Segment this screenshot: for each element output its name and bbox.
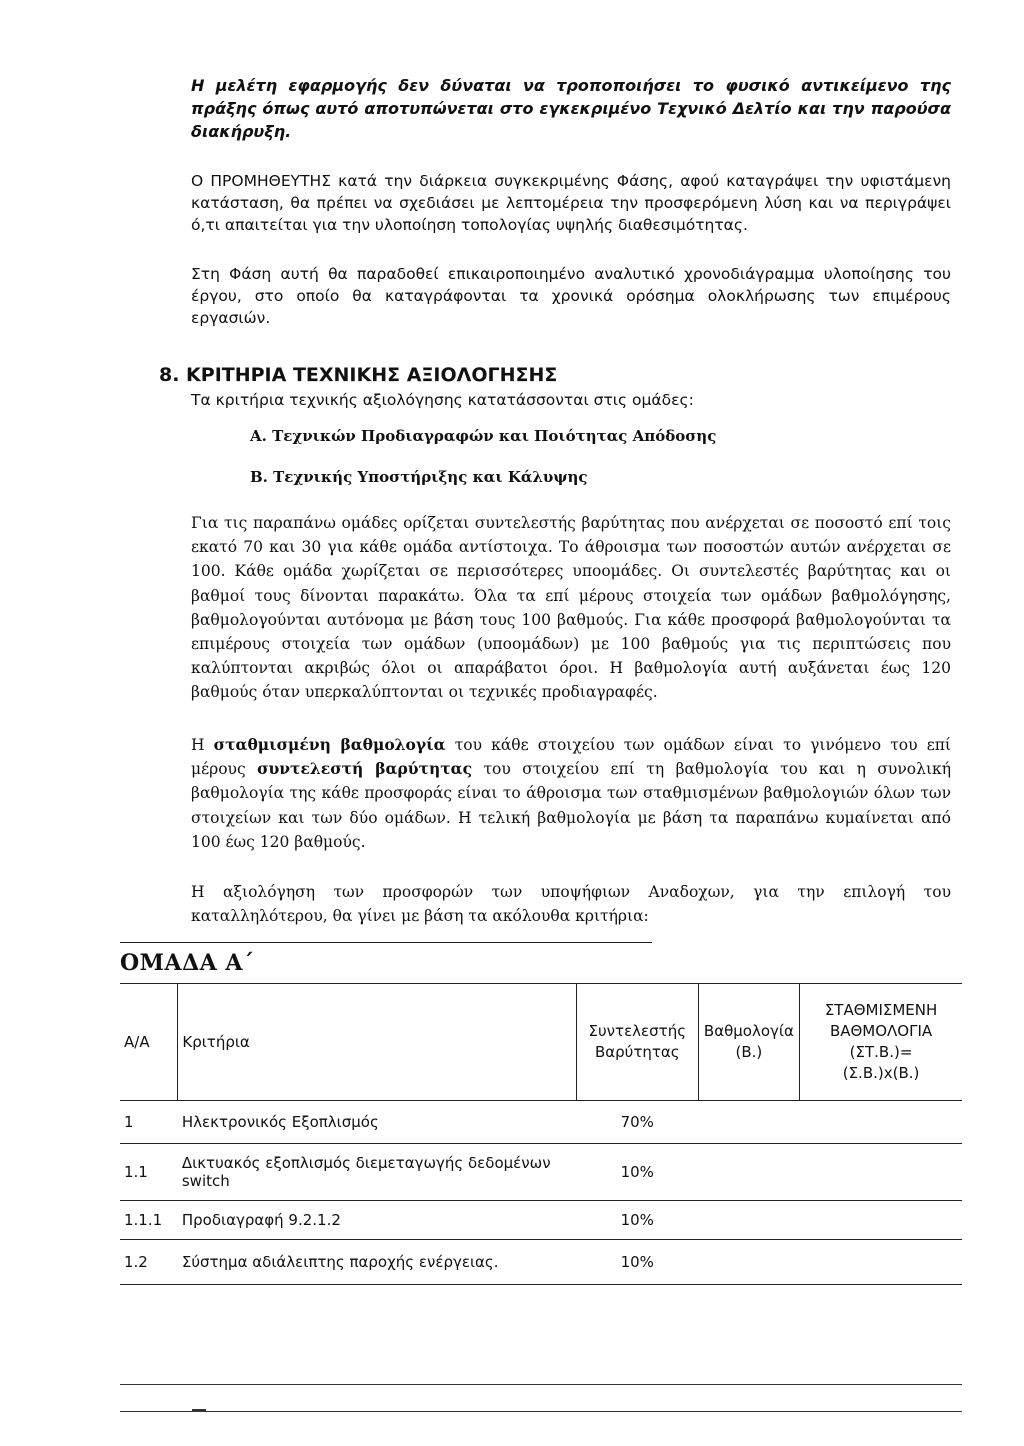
row-score bbox=[698, 1201, 799, 1240]
row-criterion: Ηλεκτρονικός Εξοπλισμός bbox=[178, 1101, 576, 1144]
p4-bold-weight-factor: συντελεστή βαρύτητας bbox=[257, 759, 473, 779]
row-ab: 1.2 bbox=[120, 1240, 178, 1285]
header-ab: Α/Α bbox=[120, 984, 178, 1101]
row-weighted bbox=[800, 1240, 962, 1285]
header-weighted-line2: ΒΑΘΜΟΛΟΓΙΑ bbox=[829, 1022, 933, 1040]
header-weighted-line1: ΣΤΑΘΜΙΣΜΕΝΗ bbox=[824, 1001, 938, 1019]
header-weight-line1: Συντελεστής bbox=[588, 1022, 687, 1040]
table-top-rule bbox=[120, 942, 652, 943]
table-row bbox=[120, 1240, 962, 1285]
header-weighted-line4: (Σ.Β.)x(Β.) bbox=[842, 1064, 920, 1082]
paragraph-evaluation: Η αξιολόγηση των προσφορών των υποψήφιων Αναδοχων, για την επιλογή του καταλληλότερου, θα γίνει με βάση τα ακόλουθα κριτήρια: bbox=[191, 883, 951, 926]
group-a-label: Α. Τεχνικών Προδιαγραφών και Ποιότητας Απόδοσης bbox=[250, 427, 717, 445]
table-header-row bbox=[120, 984, 962, 1101]
table-row bbox=[120, 1101, 962, 1144]
paragraph-supplier-phase: Ο ΠΡΟΜΗΘΕΥΤΗΣ κατά την διάρκεια συγκεκριμένης Φάσης, αφού καταγράψει την υφιστάμενη κατάσταση, θα πρέπει να σχεδιάσει με λεπτομέρεια την προσφερόμενη λύση και να περιγράψει ό,τι απαιτείται για την υλοποίηση τοπολογίας υψηλής διαθεσιμότητας. bbox=[191, 172, 951, 235]
row-score bbox=[698, 1101, 799, 1144]
row-criterion: Σύστημα αδιάλειπτης παροχής ενέργειας. bbox=[178, 1240, 576, 1285]
header-weight bbox=[576, 984, 698, 1101]
row-score bbox=[698, 1240, 799, 1285]
table-row bbox=[120, 1144, 962, 1201]
paragraph-weighting: Για τις παραπάνω ομάδες ορίζεται συντελεστής βαρύτητας που ανέρχεται σε ποσοστό επί τοις εκατό 70 και 30 για κάθε ομάδα αντίστοιχα. Το άθροισμα των ποσοστών αυτών ανέρχεται σε 100. Κάθε ομάδα χωρίζεται σε περισσότερες υποομάδες. Οι συντελεστές βαρύτητας και οι βαθμοί τους δίνονται παρακάτω. Όλα τα επί μέρους στοιχεία των ομάδων βαθμολόγησης, βαθμολογούνται αυτόνομα με βάση τους 100 βαθμούς. Για κάθε προσφορά βαθμολογούνται τα επιμέρους στοιχεία των ομάδων (υποομάδων) με 100 βαθμούς για τις περιπτώσεις που καλύπτονται ακριβώς όλοι οι απαράβατοι όροι. Η βαθμολογία αυτή αυξάνεται έως 120 βαθμούς όταν υπερκαλύπτονται οι τεχνικές προδιαγραφές. bbox=[191, 514, 951, 702]
row-weighted bbox=[800, 1144, 962, 1201]
row-weight: 10% bbox=[576, 1240, 698, 1285]
header-score-line2: (Β.) bbox=[735, 1043, 763, 1061]
row-ab: 1.1 bbox=[120, 1144, 178, 1201]
row-weight: 10% bbox=[576, 1144, 698, 1201]
header-criterion: Κριτήρια bbox=[178, 984, 576, 1101]
row-weight: 70% bbox=[576, 1101, 698, 1144]
header-score bbox=[698, 984, 799, 1101]
intro-text: Η μελέτη εφαρμογής δεν δύναται να τροποποιήσει το φυσικό αντικείμενο της πράξης όπως αυτό αποτυπώνεται στο εγκεκριμένο Τεχνικό Δελτίο και την παρούσα διακήρυξη. bbox=[191, 76, 951, 141]
p4-part2: του κάθε στοιχείου των ομάδων είναι το γινόμενο του επί μέρους bbox=[191, 736, 951, 779]
group-b-label: Β. Τεχνικής Υποστήριξης και Κάλυψης bbox=[250, 468, 588, 486]
row-ab: 1 bbox=[120, 1101, 178, 1144]
row-weighted bbox=[800, 1201, 962, 1240]
header-weighted-line3: (ΣΤ.Β.)= bbox=[849, 1043, 913, 1061]
p4-part1: Η bbox=[191, 736, 214, 754]
header-weight-line2: Βαρύτητας bbox=[594, 1043, 680, 1061]
row-ab: 1.1.1 bbox=[120, 1201, 178, 1240]
footer-rule bbox=[120, 1411, 962, 1412]
criteria-table bbox=[120, 983, 962, 1285]
header-weighted bbox=[800, 984, 962, 1101]
row-score bbox=[698, 1144, 799, 1201]
section-heading: 8. ΚΡΙΤΗΡΙΑ ΤΕΧΝΙΚΗΣ ΑΞΙΟΛΟΓΗΣΗΣ bbox=[159, 364, 558, 386]
bottom-rule bbox=[120, 1384, 962, 1385]
p4-part3: του στοιχείου επί τη βαθμολογία του και η συνολική βαθμολογία της κάθε προσφοράς είναι το άθροισμα των σταθμισμένων βαθμολογιών όλων των στοιχείων και των δύο ομάδων. Η τελική βαθμολογία με βάση τα παραπάνω κυμαίνεται από 100 έως 120 βαθμούς. bbox=[191, 760, 951, 851]
row-criterion: Δικτυακός εξοπλισμός διεμεταγωγής δεδομένων switch bbox=[178, 1144, 576, 1201]
paragraph-schedule: Στη Φάση αυτή θα παραδοθεί επικαιροποιημένο αναλυτικό χρονοδιάγραμμα υλοποίησης του έργου, στο οποίο θα καταγράφονται τα χρονικά ορόσημα ολοκλήρωσης των επιμέρους εργασιών. bbox=[191, 265, 951, 328]
header-score-line1: Βαθμολογία bbox=[703, 1022, 794, 1040]
row-criterion: Προδιαγραφή 9.2.1.2 bbox=[178, 1201, 576, 1240]
footer-rule-mark bbox=[192, 1409, 206, 1411]
p4-bold-weighted-score: σταθμισμένη βαθμολογία bbox=[213, 735, 446, 754]
row-weighted bbox=[800, 1101, 962, 1144]
table-row bbox=[120, 1201, 962, 1240]
paragraph-weighted-score bbox=[191, 733, 951, 854]
group-title: ΟΜΑΔΑ Α΄ bbox=[120, 950, 255, 976]
row-weight: 10% bbox=[576, 1201, 698, 1240]
section-subtitle: Τα κριτήρια τεχνικής αξιολόγησης κατατάσσονται στις ομάδες: bbox=[191, 391, 694, 409]
